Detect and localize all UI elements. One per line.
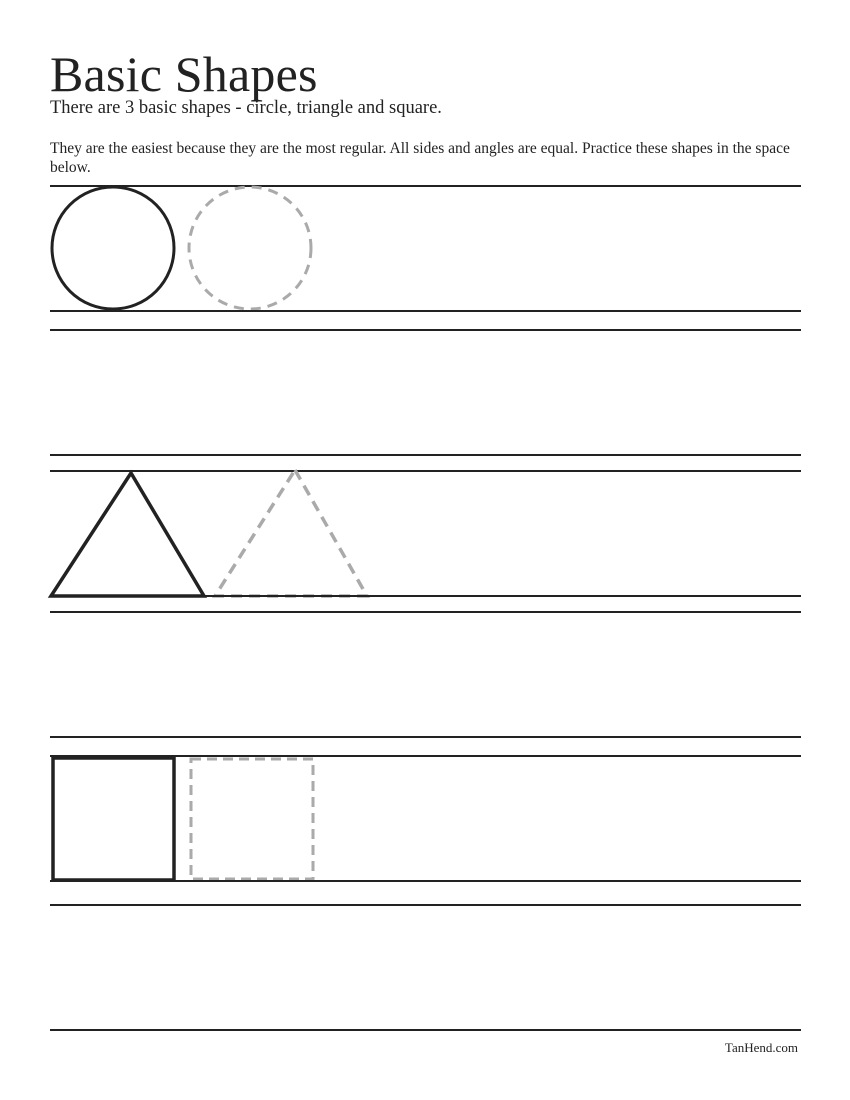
square-solid (53, 758, 174, 880)
page-title: Basic Shapes (50, 46, 318, 102)
square-dashed (191, 759, 313, 879)
subtitle: There are 3 basic shapes - circle, triangle and square. (50, 98, 442, 118)
footer-credit: TanHend.com (724, 1040, 798, 1055)
triangle-solid (51, 473, 204, 596)
circle-solid (52, 187, 174, 309)
triangle-dashed (215, 470, 367, 596)
instructions: They are the easiest because they are the most regular. All sides and angles are equal. Practice these shapes in the space below. (50, 140, 790, 176)
circle-dashed (189, 187, 311, 309)
